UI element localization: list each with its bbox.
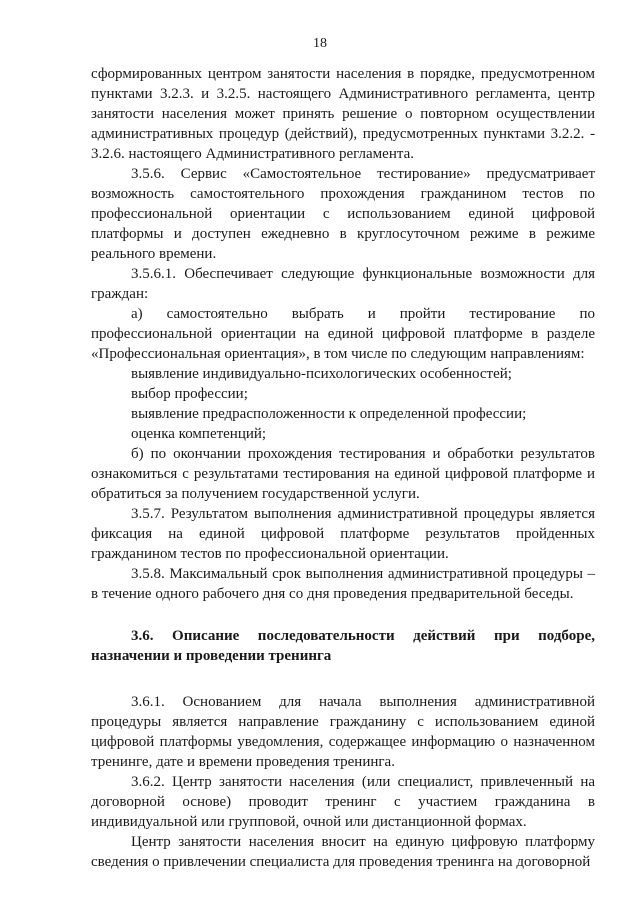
paragraph-3-5-6-1: 3.5.6.1. Обеспечивает следующие функциональные возможности для граждан: <box>91 266 595 302</box>
list-item-a: а) самостоятельно выбрать и пройти тестирование по профессиональной ориентации на единой цифровой платформе в разделе «Профессиональная ориентация», в том числе по следующим направлениям: <box>91 306 595 362</box>
paragraph-specialist-info: Центр занятости населения вносит на единую цифровую платформу сведения о привлечении специалиста для проведения тренинга на договорной <box>91 834 595 870</box>
list-item-b: б) по окончании прохождения тестирования и обработки результатов ознакомиться с результатами тестирования на единой цифровой платформе и обратиться за получением государственной услуги. <box>91 446 595 502</box>
section-heading-3-6: 3.6. Описание последовательности действий при подборе, назначении и проведении тренинга <box>91 628 595 664</box>
paragraph-3-6-2: 3.6.2. Центр занятости населения (или специалист, привлеченный на договорной основе) проводит тренинг с участием гражданина в индивидуальной или групповой, очной или дистанционной формах. <box>91 774 595 830</box>
page-number: 18 <box>313 36 327 51</box>
list-item-direction-3: выявление предрасположенности к определенной профессии; <box>131 406 527 422</box>
list-item-direction-4: оценка компетенций; <box>131 426 267 442</box>
paragraph-3-5-6: 3.5.6. Сервис «Самостоятельное тестирование» предусматривает возможность самостоятельного прохождения гражданином тестов по профессиональной ориентации с использованием единой цифровой платформы и доступен ежедневно в круглосуточном режиме в режиме реального времени. <box>91 166 595 262</box>
section-spacer <box>91 604 595 626</box>
paragraph-3-5-8: 3.5.8. Максимальный срок выполнения административной процедуры – в течение одного рабочего дня со дня проведения предварительной беседы. <box>91 566 595 602</box>
list-item-direction-2: выбор профессии; <box>131 386 248 402</box>
document-body <box>91 64 595 872</box>
paragraph-3-5-7: 3.5.7. Результатом выполнения административной процедуры является фиксация на единой цифровой платформе результатов пройденных гражданином тестов по профессиональной ориентации. <box>91 506 595 562</box>
section-spacer <box>91 666 595 692</box>
paragraph-continuation: сформированных центром занятости населения в порядке, предусмотренном пунктами 3.2.3. и 3.2.5. настоящего Административного регламента, центр занятости населения может принять решение о повторном осуществлении административных процедур (действий), предусмотренных пунктами 3.2.2. - 3.2.6. настоящего Административного регламента. <box>91 66 595 162</box>
paragraph-3-6-1: 3.6.1. Основанием для начала выполнения административной процедуры является направление гражданину с использованием единой цифровой платформы уведомления, содержащее информацию о назначенном тренинге, дате и времени проведения тренинга. <box>91 694 595 770</box>
list-item-direction-1: выявление индивидуально-психологических особенностей; <box>131 366 512 382</box>
